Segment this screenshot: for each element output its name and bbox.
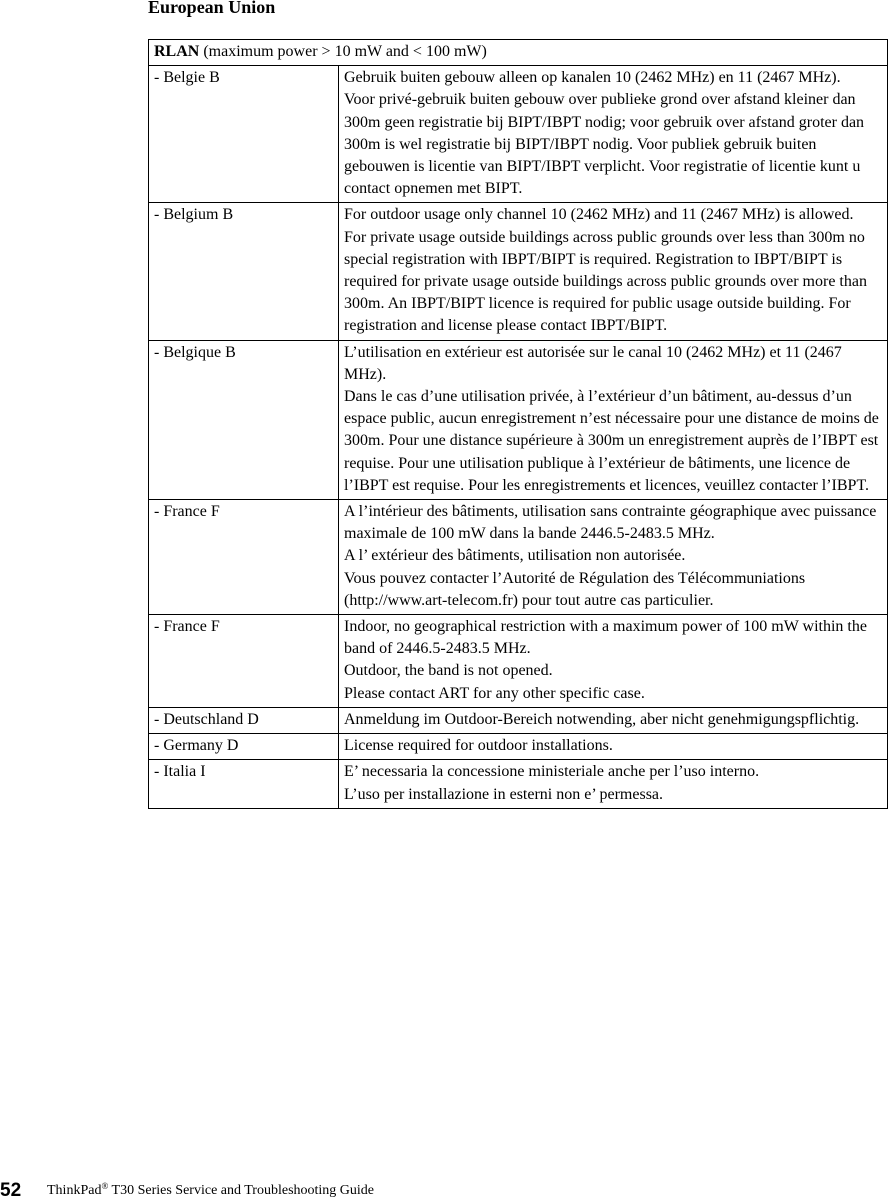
regulation-paragraph: Vous pouvez contacter l’Autorité de Régulation des Télécommuniations (http://www.art-telecom.fr) pour tout autre cas particulier. (344, 569, 806, 609)
table-row (149, 734, 888, 760)
regulation-paragraph: Voor privé-gebruik buiten gebouw over publieke grond over afstand kleiner dan 300m geen registratie bij BIPT/IBPT nodig; voor gebruik over afstand groter dan 300m is wel registratie bij BIPT/IBPT nodig. Voor publiek gebruik buiten gebouwen is licentie van BIPT/IBPT verplicht. Voor registratie of licentie kunt u contact opnemen met BIPT. (344, 91, 865, 198)
country-cell: - Italia I (149, 760, 339, 808)
regulation-cell (339, 760, 888, 808)
footer-title-rest: T30 Series Service and Troubleshooting Guide (108, 1183, 375, 1198)
footer-title (47, 1183, 374, 1199)
regulation-paragraph: L’utilisation en extérieur est autorisée sur le canal 10 (2462 MHz) et 11 (2467 MHz). (344, 343, 842, 383)
table-row (149, 66, 888, 203)
page-number: 52 (0, 1180, 22, 1201)
regulation-cell (339, 707, 888, 733)
regulation-paragraph: E’ necessaria la concessione ministeriale anche per l’uso interno. (344, 763, 760, 781)
regulation-cell (339, 500, 888, 615)
regulation-paragraph: Please contact ART for any other specific case. (344, 684, 645, 702)
regulation-paragraph: Anmeldung im Outdoor-Bereich notwending, aber nicht genehmigungspflichtig. (344, 710, 860, 728)
regulation-cell (339, 340, 888, 499)
regulation-paragraph: Dans le cas d’une utilisation privée, à l’extérieur d’un bâtiment, au-dessus d’un espace public, aucun enregistrement n’est nécessaire pour une distance de moins de 300m. Pour une distance supérieure à 300m un enregistrement auprès de l’IBPT est requise. Pour une utilisation publique à l’extérieur de bâtiments, une licence de l’IBPT est requise. Pour les enregistrements et licences, veuillez contacter l’IBPT. (344, 388, 879, 494)
regulation-cell (339, 734, 888, 760)
country-cell: - France F (149, 615, 339, 708)
regulation-cell (339, 66, 888, 203)
regulation-cell (339, 203, 888, 340)
footer-title-brand: ThinkPad (47, 1183, 102, 1198)
country-cell: - Belgique B (149, 340, 339, 499)
regulation-paragraph: License required for outdoor installations. (344, 737, 613, 755)
table-row (149, 760, 888, 808)
regulation-paragraph: L’uso per installazione in esterni non e’ permessa. (344, 785, 664, 803)
table-row (149, 707, 888, 733)
rlan-regulations-table (148, 39, 888, 809)
regulation-paragraph: Gebruik buiten gebouw alleen op kanalen 10 (2462 MHz) en 11 (2467 MHz). (344, 69, 841, 87)
table-header-cell (149, 40, 888, 66)
header-bold-label: RLAN (154, 43, 200, 60)
regulation-cell (339, 615, 888, 708)
country-cell: - Germany D (149, 734, 339, 760)
page-footer (0, 1180, 375, 1202)
regulation-paragraph: For private usage outside buildings across public grounds over less than 300m no special registration with IBPT/BIPT is required. Registration to IBPT/BIPT is required for private usage outside buildings across public grounds over more than 300m. An IBPT/BIPT licence is required for public usage outside building. For registration and license please contact IBPT/BIPT. (344, 228, 867, 335)
regulation-paragraph: Indoor, no geographical restriction with a maximum power of 100 mW within the band of 2446.5-2483.5 MHz. (344, 618, 867, 658)
table-row (149, 340, 888, 499)
table-row (149, 500, 888, 615)
header-label-rest: (maximum power > 10 mW and < 100 mW) (199, 43, 487, 60)
table-row (149, 615, 888, 708)
country-cell: - France F (149, 500, 339, 615)
regulation-paragraph: Outdoor, the band is not opened. (344, 662, 553, 680)
section-heading: European Union (148, 0, 276, 17)
regulation-paragraph: A l’ extérieur des bâtiments, utilisation non autorisée. (344, 547, 686, 565)
regulation-paragraph: A l’intérieur des bâtiments, utilisation sans contrainte géographique avec puissance maximale de 100 mW dans la bande 2446.5-2483.5 MHz. (344, 503, 877, 543)
table-header-row (149, 40, 888, 66)
regulation-paragraph: For outdoor usage only channel 10 (2462 MHz) and 11 (2467 MHz) is allowed. (344, 206, 854, 224)
country-cell: - Belgie B (149, 66, 339, 203)
table-row (149, 203, 888, 340)
country-cell: - Deutschland D (149, 707, 339, 733)
country-cell: - Belgium B (149, 203, 339, 340)
registered-mark: ® (101, 1181, 109, 1191)
